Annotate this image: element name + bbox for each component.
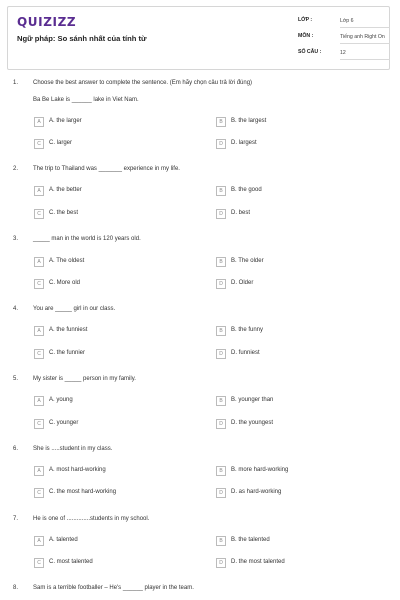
option-label: A. talented (49, 537, 78, 543)
option-label: D. Older (231, 280, 254, 286)
answer-checkbox[interactable]: A (34, 117, 44, 127)
option-label: D. as hard-working (231, 489, 282, 495)
answer-checkbox[interactable]: A (34, 466, 44, 476)
answer-checkbox[interactable]: D (216, 349, 226, 359)
subject-value: Tiếng anh Right On (340, 32, 390, 44)
option-label: C. the funnier (49, 350, 86, 356)
answer-checkbox[interactable]: C (34, 419, 44, 429)
answer-checkbox[interactable]: D (216, 279, 226, 289)
meta-class (298, 17, 392, 31)
option-label: C. the most hard-working (49, 489, 117, 495)
answer-checkbox[interactable]: D (216, 139, 226, 149)
option-label: D. the youngest (231, 420, 274, 426)
option-label: B. more hard-working (231, 467, 289, 473)
option-label: B. the good (231, 187, 262, 193)
option-label: B. the funny (231, 327, 264, 333)
answer-checkbox[interactable]: A (34, 326, 44, 336)
answer-checkbox[interactable]: B (216, 466, 226, 476)
question-text: Sam is a terrible footballer – He's ______ player in the team. (33, 585, 194, 591)
class-label: LỚP : (298, 17, 313, 23)
option-label: A. the better (49, 187, 82, 193)
question-number: 7. (13, 516, 19, 522)
answer-checkbox[interactable]: C (34, 209, 44, 219)
subject-label: MÔN : (298, 33, 314, 39)
question-stem: Ba Be Lake is ______ lake in Viet Nam. (33, 97, 139, 103)
answer-checkbox[interactable]: D (216, 209, 226, 219)
option-label: A. the larger (49, 118, 82, 124)
worksheet-header (7, 6, 390, 70)
answer-checkbox[interactable]: B (216, 257, 226, 267)
answer-checkbox[interactable]: C (34, 279, 44, 289)
question-text: She is .....student in my class. (33, 446, 113, 452)
page-title: Ngữ pháp: So sánh nhất của tính từ (17, 34, 147, 43)
option-label: D. funniest (231, 350, 260, 356)
answer-checkbox[interactable]: C (34, 139, 44, 149)
option-label: C. most talented (49, 559, 93, 565)
answer-checkbox[interactable]: B (216, 536, 226, 546)
answer-checkbox[interactable]: A (34, 257, 44, 267)
option-label: C. larger (49, 140, 73, 146)
question-text: The trip to Thailand was _______ experience in my life. (33, 166, 180, 172)
class-value: Lớp 6 (340, 16, 390, 28)
option-label: B. the talented (231, 537, 270, 543)
option-label: B. The older (231, 258, 264, 264)
option-label: A. The oldest (49, 258, 85, 264)
question-number: 8. (13, 585, 19, 591)
quizizz-logo: QUIZIZZ (17, 15, 77, 29)
question-text: He is one of ..............students in my school. (33, 516, 150, 522)
answer-checkbox[interactable]: B (216, 326, 226, 336)
answer-checkbox[interactable]: A (34, 396, 44, 406)
answer-checkbox[interactable]: A (34, 536, 44, 546)
question-number: 2. (13, 166, 19, 172)
answer-checkbox[interactable]: C (34, 558, 44, 568)
question-text: _____ man in the world is 120 years old. (33, 236, 141, 242)
answer-checkbox[interactable]: B (216, 117, 226, 127)
question-count-label: SỐ CÂU : (298, 49, 322, 55)
answer-checkbox[interactable]: D (216, 419, 226, 429)
meta-subject (298, 33, 392, 47)
option-label: D. largest (231, 140, 257, 146)
option-label: C. the best (49, 210, 79, 216)
question-number: 5. (13, 376, 19, 382)
option-label: C. More old (49, 280, 81, 286)
answer-checkbox[interactable]: D (216, 558, 226, 568)
question-number: 3. (13, 236, 19, 242)
option-label: A. most hard-working (49, 467, 106, 473)
answer-checkbox[interactable]: A (34, 186, 44, 196)
option-label: D. the most talented (231, 559, 285, 565)
option-label: D. best (231, 210, 251, 216)
answer-checkbox[interactable]: C (34, 349, 44, 359)
option-label: B. younger than (231, 397, 274, 403)
question-number: 6. (13, 446, 19, 452)
option-label: B. the largest (231, 118, 267, 124)
answer-checkbox[interactable]: B (216, 396, 226, 406)
question-text: You are _____ girl in our class. (33, 306, 116, 312)
option-label: A. young (49, 397, 73, 403)
answer-checkbox[interactable]: B (216, 186, 226, 196)
question-text: My sister is _____ person in my family. (33, 376, 136, 382)
question-text: Choose the best answer to complete the sentence. (Em hãy chọn câu trả lời đúng) (33, 80, 253, 86)
option-label: A. the funniest (49, 327, 88, 333)
answer-checkbox[interactable]: C (34, 488, 44, 498)
question-count-value: 12 (340, 48, 390, 60)
question-number: 1. (13, 80, 19, 86)
question-number: 4. (13, 306, 19, 312)
answer-checkbox[interactable]: D (216, 488, 226, 498)
meta-question-count (298, 49, 392, 63)
option-label: C. younger (49, 420, 79, 426)
